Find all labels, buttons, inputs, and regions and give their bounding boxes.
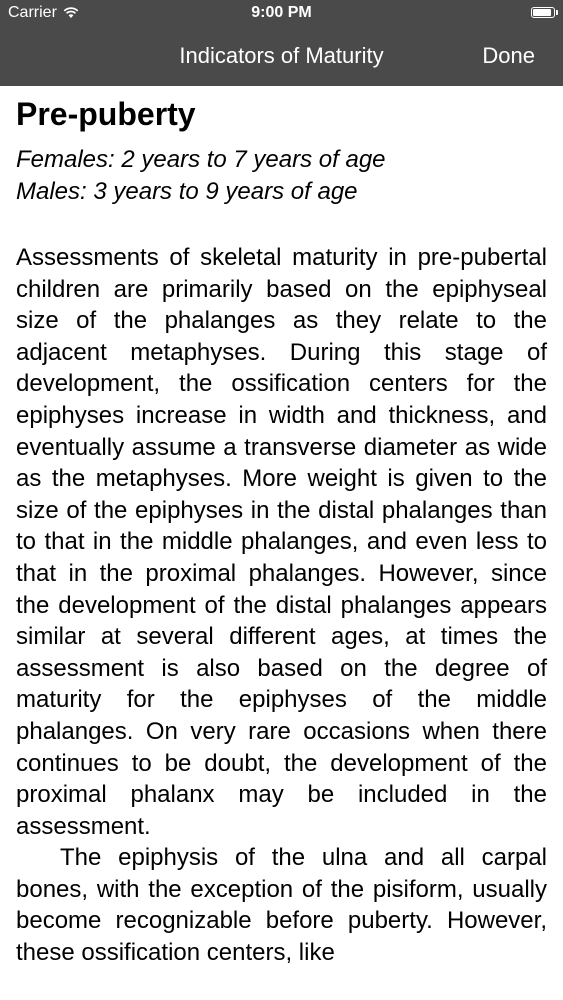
age-range-males: Males: 3 years to 9 years of age [16,178,358,205]
nav-title: Indicators of Maturity [179,43,384,68]
status-time: 9:00 PM [251,4,312,21]
article-content[interactable] [16,86,547,969]
section-heading: Pre-puberty [16,96,196,132]
article-body [16,242,547,969]
status-bar [0,0,563,28]
age-range-females: Females: 2 years to 7 years of age [16,146,386,173]
carrier-label: Carrier [8,4,57,21]
battery-level [533,9,551,16]
paragraph: The epiphysis of the ulna and all carpal bones, with the exception of the pisiform, usually become recognizable before puberty. However, these ossification centers, like [16,844,547,967]
done-button[interactable]: Done [482,43,535,68]
paragraph: Assessments of skeletal maturity in pre-pubertal children are primarily based on the epiphyseal size of the phalanges as they relate to the adjacent metaphyses. During this stage of development, the ossification centers for the epiphyses increase in width and thickness, and eventually assume a transverse diameter as wide as the metaphyses. More weight is given to the size of the epiphyses in the distal phalanges than to that in the middle phalanges, and even less to that in the proximal phalanges. However, since the development of the distal phalanges appears similar at several different ages, at times the assessment is also based on the degree of maturity for the epiphyses of the middle phalanges. On very rare occasions when there continues to be doubt, the development of the proximal phalanx may be included in the assessment. [16,244,547,840]
navigation-bar [0,28,563,86]
age-ranges [16,144,547,208]
battery-icon [531,7,555,18]
